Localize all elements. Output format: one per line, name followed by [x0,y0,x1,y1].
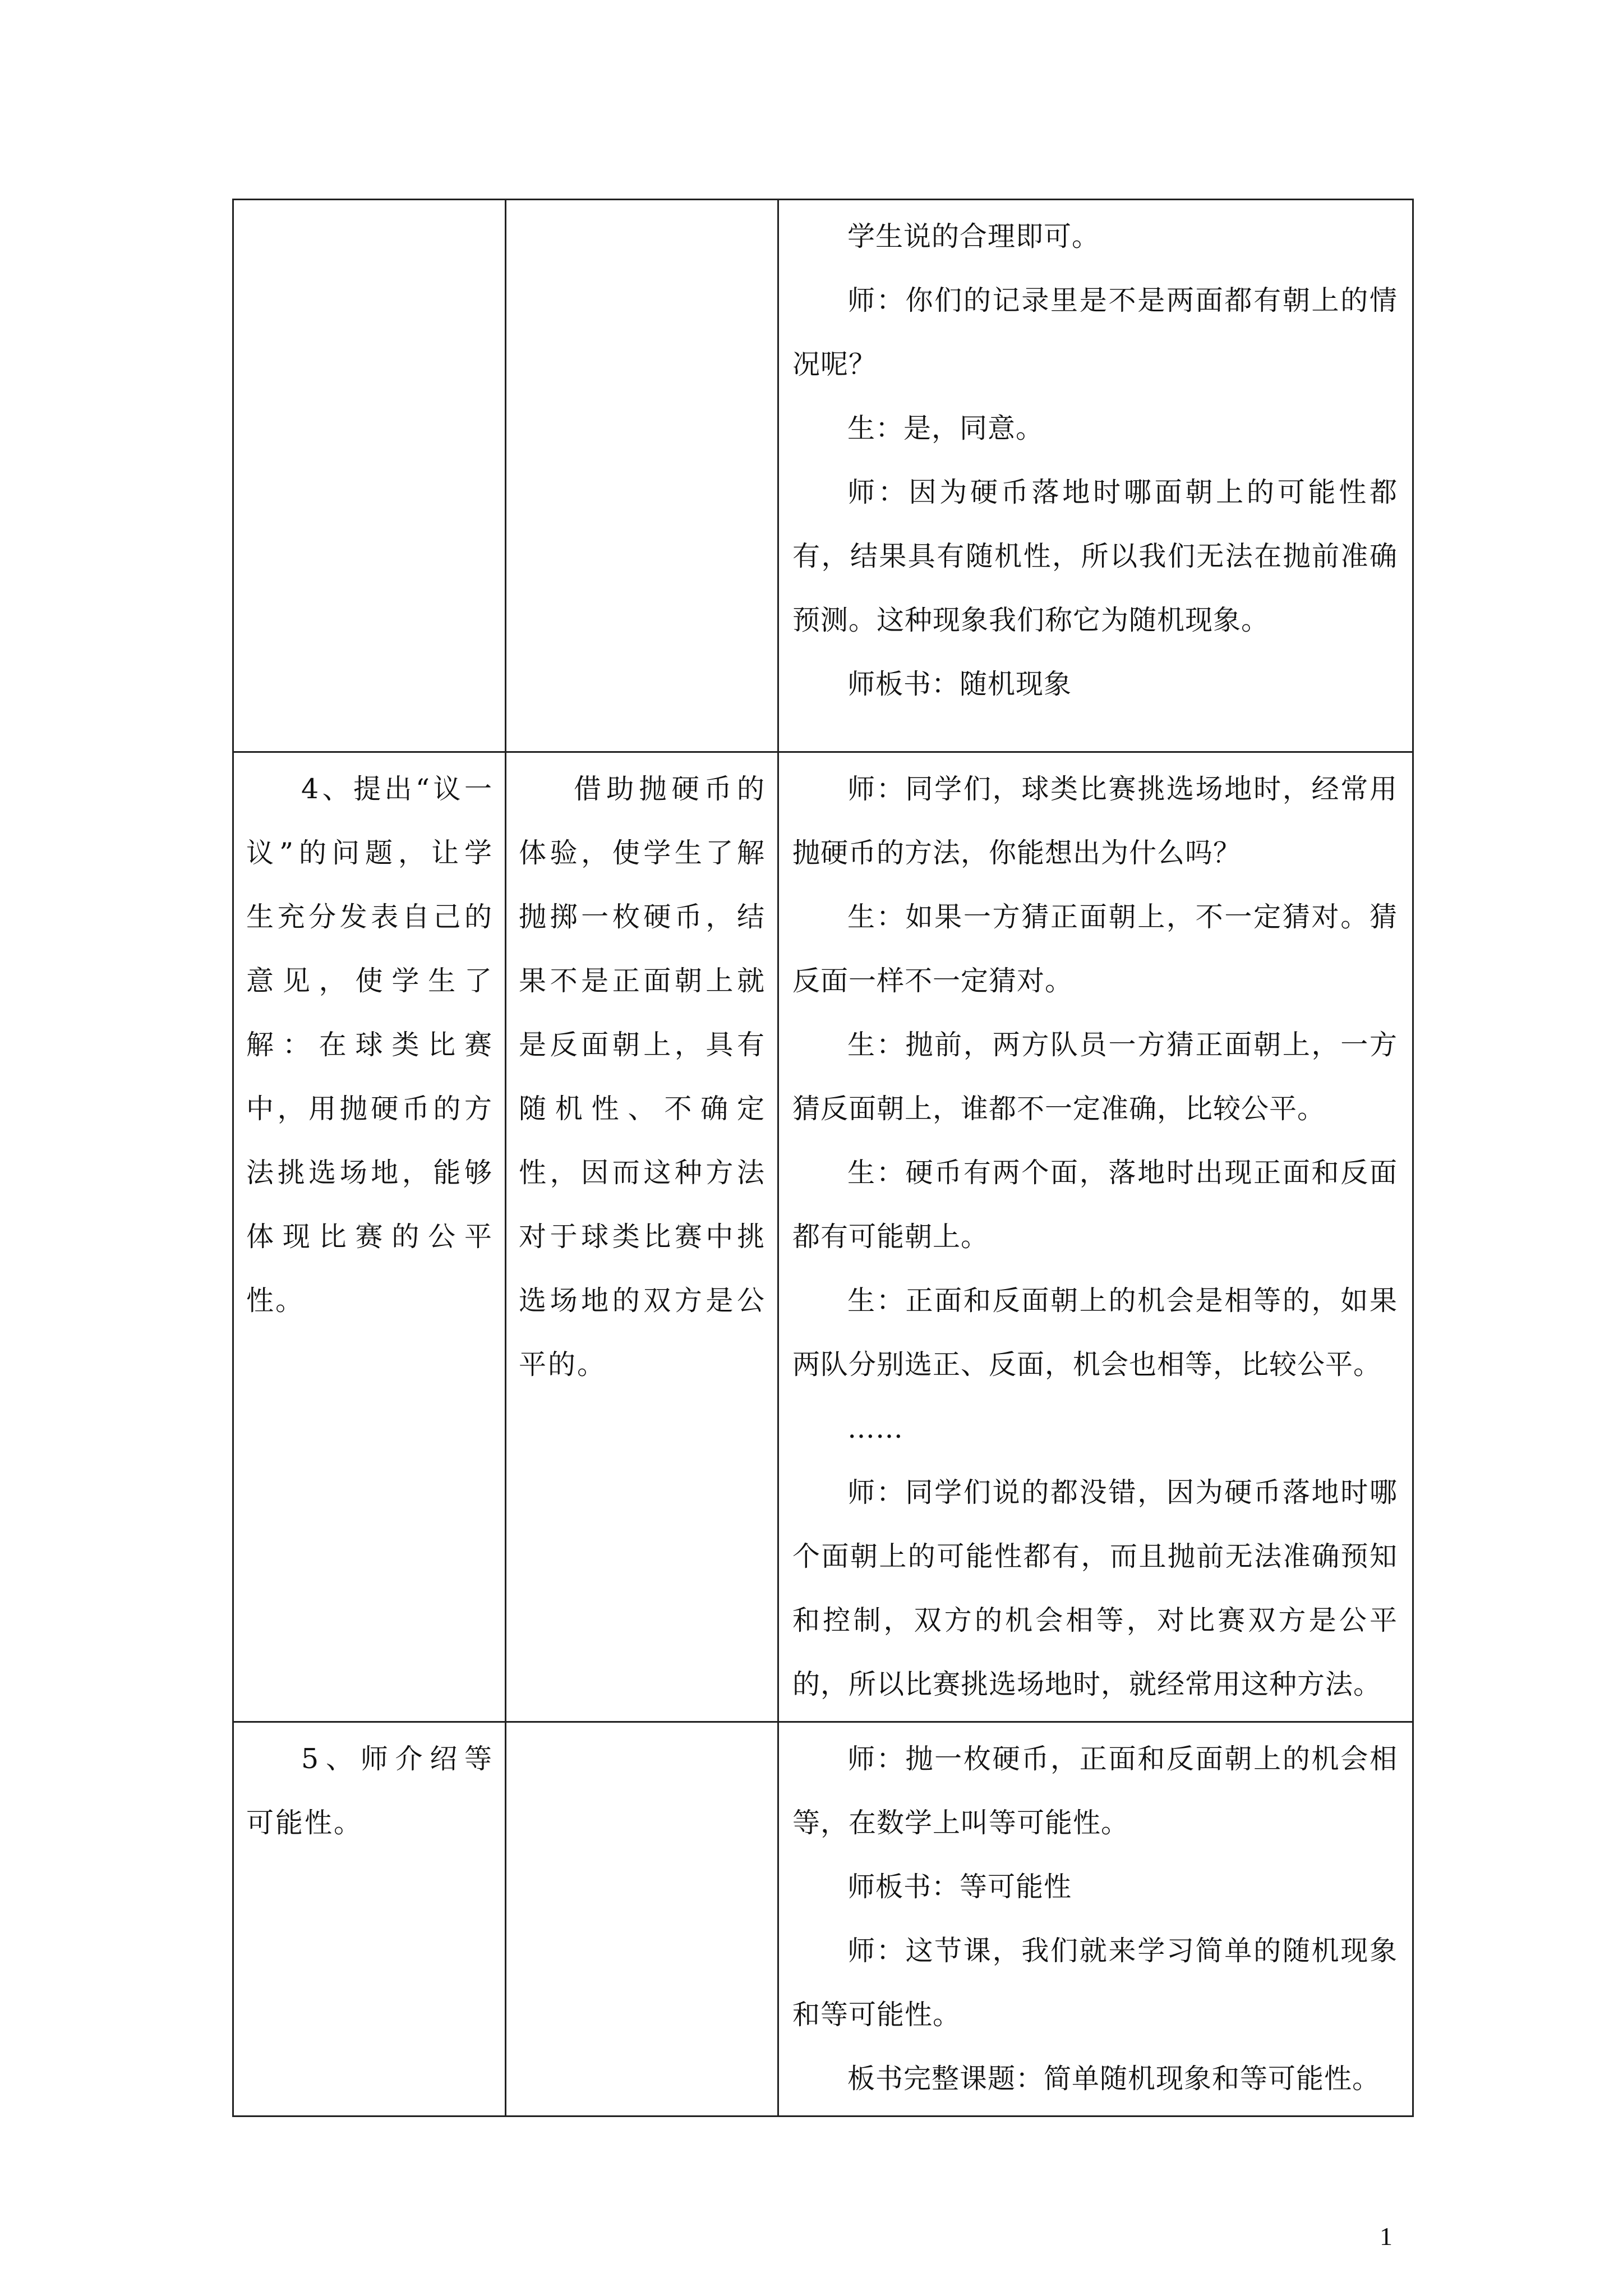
intent-cell [506,1722,778,2116]
paragraph: 借助抛硬币的体验，使学生了解抛掷一枚硬币，结果不是正面朝上就是反面朝上，具有随机性、不确定性，因而这种方法对于球类比赛中挑选场地的双方是公平的。 [519,773,766,1381]
dialogue-cell [778,200,1413,752]
intent-cell [506,752,778,1722]
dialogue-cell [778,1722,1413,2116]
paragraph: 生：硬币有两个面，落地时出现正面和反面都有可能朝上。 [792,1157,1398,1253]
step-cell-content [234,753,505,1337]
paragraph: 师：你们的记录里是不是两面都有朝上的情况呢？ [792,284,1398,380]
dialogue-cell-content [779,200,1412,721]
intent-cell-content [506,200,777,209]
intent-cell-content [506,753,777,1401]
paragraph: …… [847,1412,903,1444]
paragraph: 学生说的合理即可。 [847,220,1100,252]
paragraph: 师板书：随机现象 [847,668,1072,700]
paragraph: 生：如果一方猜正面朝上，不一定猜对。猜反面一样不一定猜对。 [792,901,1398,997]
step-cell-content [234,1723,505,1860]
dialogue-cell-content [779,1723,1412,2115]
paragraph: 4、提出“议一议”的问题，让学生充分发表自己的意见，使学生了解：在球类比赛中，用抛硬币的方法挑选场地，能够体现比赛的公平性。 [246,773,494,1317]
dialogue-cell [778,752,1413,1722]
paragraph: 生：是，同意。 [847,412,1044,444]
step-cell [233,1722,506,2116]
paragraph: 师：这节课，我们就来学习简单的随机现象和等可能性。 [792,1935,1398,2031]
paragraph: 师：因为硬币落地时哪面朝上的可能性都有，结果具有随机性，所以我们无法在抛前准确预测。这种现象我们称它为随机现象。 [792,476,1398,636]
intent-cell-content [506,1723,777,1732]
paragraph: 生：抛前，两方队员一方猜正面朝上，一方猜反面朝上，谁都不一定准确，比较公平。 [792,1029,1398,1125]
table-row [233,752,1413,1722]
lesson-plan-table-body [233,200,1413,2116]
step-cell [233,752,506,1722]
table-row [233,200,1413,752]
step-cell-content [234,200,505,209]
dialogue-cell-content [779,753,1412,1721]
paragraph: 师：同学们说的都没错，因为硬币落地时哪个面朝上的可能性都有，而且抛前无法准确预知和控制，双方的机会相等，对比赛双方是公平的，所以比赛挑选场地时，就经常用这种方法。 [792,1476,1398,1700]
paragraph: 5、师介绍等可能性。 [246,1743,494,1839]
paragraph: 师：抛一枚硬币，正面和反面朝上的机会相等，在数学上叫等可能性。 [792,1743,1398,1839]
paragraph: 师板书：等可能性 [847,1871,1072,1903]
table-row [233,1722,1413,2116]
intent-cell [506,200,778,752]
paragraph: 板书完整课题：简单随机现象和等可能性。 [847,2063,1381,2095]
paragraph: 生：正面和反面朝上的机会是相等的，如果两队分别选正、反面，机会也相等，比较公平。 [792,1285,1398,1381]
paragraph: 师：同学们，球类比赛挑选场地时，经常用抛硬币的方法，你能想出为什么吗？ [792,773,1398,869]
step-cell [233,200,506,752]
page-number: 1 [1380,2222,1393,2251]
lesson-plan-table [232,199,1414,2117]
